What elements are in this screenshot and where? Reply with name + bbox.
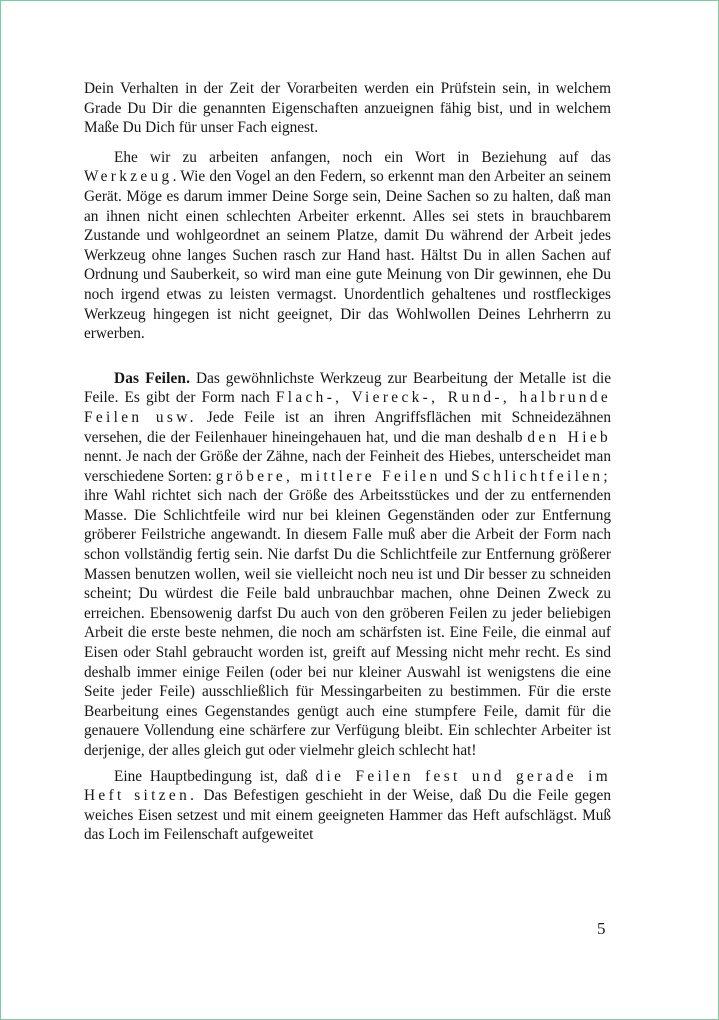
paragraph-2	[84, 148, 611, 344]
section-heading: Das Feilen.	[114, 369, 191, 387]
paragraph-4	[84, 767, 611, 845]
paragraph-3-text-b: Jede Feile ist an ihren Angriffsflächen mit Schneidezähnen versehen, die der Feilenhauer hineingehauen hat, und die man deshalb	[84, 408, 611, 446]
spaced-term-hieb: den Hieb	[527, 428, 611, 446]
spaced-term-file-grades: gröbere, mittlere Feilen	[215, 467, 441, 485]
paragraph-2-text-b: . Wie den Vogel an den Federn, so erkennt man den Arbeiter an seinem Gerät. Möge es darum immer Deine Sorge sein, Deine Sachen so zu halten, daß man an ihnen nicht einen schlechten Arbeiter erkennt. Alles sei stets in brauchbarem Zustande und wohlgeordnet an seinem Platze, damit Du während der Arbeit jedes Werkzeug ohne langes Suchen rasch zur Hand hast. Hältst Du in allen Sachen auf Ordnung und Sauberkeit, so wird man eine gute Meinung von Dir gewinnen, ehe Du noch irgend etwas zu leisten vermagst. Unordentlich gehaltenes und rostfleckiges Werkzeug hingegen ist nicht geeignet, Dir das Wohlwollen Deines Lehrherrn zu erwerben.	[84, 168, 611, 343]
spaced-term-fest-gerade: die Feilen fest und gerade im Heft sitzen.	[84, 767, 611, 805]
paragraph-1	[84, 79, 611, 138]
paragraph-3-text-e: ihre Wahl richtet sich nach der Größe des Arbeitsstückes und der zu entfernenden Masse. Die Schlichtfeile wird nur bei kleinen Gegenständen oder zur Entfernung gröberer Feilstriche angewandt. In diesem Falle muß aber die Arbeit der Form nach schon vollständig fertig sein. Nie darfst Du die Schlichtfeile zur Entfernung größerer Massen benutzen wollen, weil sie vielleicht noch neu ist und Dir besser zu schneiden scheint; Du würdest die Feile bald unbrauchbar machen, ohne Deinen Zweck zu erreichen. Ebensowenig darfst Du auch von den gröberen Feilen zu jeder beliebigen Arbeit die erste beste nehmen, die noch am schärfsten ist. Eine Feile, die einmal auf Eisen oder Stahl gebraucht worden ist, greift auf Messing nicht mehr recht. Es sind deshalb immer einige Feilen (oder bei nur kleiner Auswahl ist wenigstens die eine Seite jeder Feile) ausschließlich für Messingarbeiten zu bestimmen. Für die erste Bearbeitung eines Gegenstandes genügt auch eine stumpfere Feile, damit für die genauere Vollendung eine schärfere zur Verfügung bleibt. Ein schlechter Arbeiter ist derjenige, der alles gleich gut oder vielmehr gleich schlecht hat!	[84, 487, 611, 759]
body-text	[84, 79, 611, 845]
paragraph-3-text-c: nennt. Je nach der Größe der Zähne, nach der Feinheit des Hiebes, unterscheidet man verschiedene Sorten:	[84, 448, 611, 485]
paragraph-3-text-d: und	[440, 467, 472, 485]
page-number: 5	[597, 919, 606, 938]
spaced-term-werkzeug: Werkzeug	[84, 168, 173, 186]
paragraph-4-text-b: Das Befestigen geschieht in der Weise, daß Du die Feile gegen weiches Eisen setzest und mit einem geeigneten Hammer das Heft aufschlägst. Muß das Loch im Feilenschaft aufgeweitet	[84, 787, 611, 844]
paragraph-3	[84, 369, 611, 761]
paragraph-3-text-a: Das gewöhnlichste Werkzeug zur Bearbeitung der Metalle ist die Feile. Es gibt der Form nach	[84, 369, 611, 407]
paragraph-4-text-a: Eine Hauptbedingung ist, daß	[114, 767, 316, 785]
paragraph-1-text: Dein Verhalten in der Zeit der Vorarbeiten werden ein Prüfstein sein, in welchem Grade Du Dir die genannten Eigenschaften anzueignen fähig bist, und in welchem Maße Du Dich für unser Fach eignest.	[84, 80, 611, 137]
spaced-term-file-shapes: Flach-, Viereck-, Rund-, halbrunde Feilen usw.	[84, 389, 611, 426]
spaced-term-schlichtfeilen: Schlichtfeilen;	[471, 467, 611, 485]
paragraph-2-text-a: Ehe wir zu arbeiten anfangen, noch ein Wort in Beziehung auf das	[114, 148, 611, 166]
